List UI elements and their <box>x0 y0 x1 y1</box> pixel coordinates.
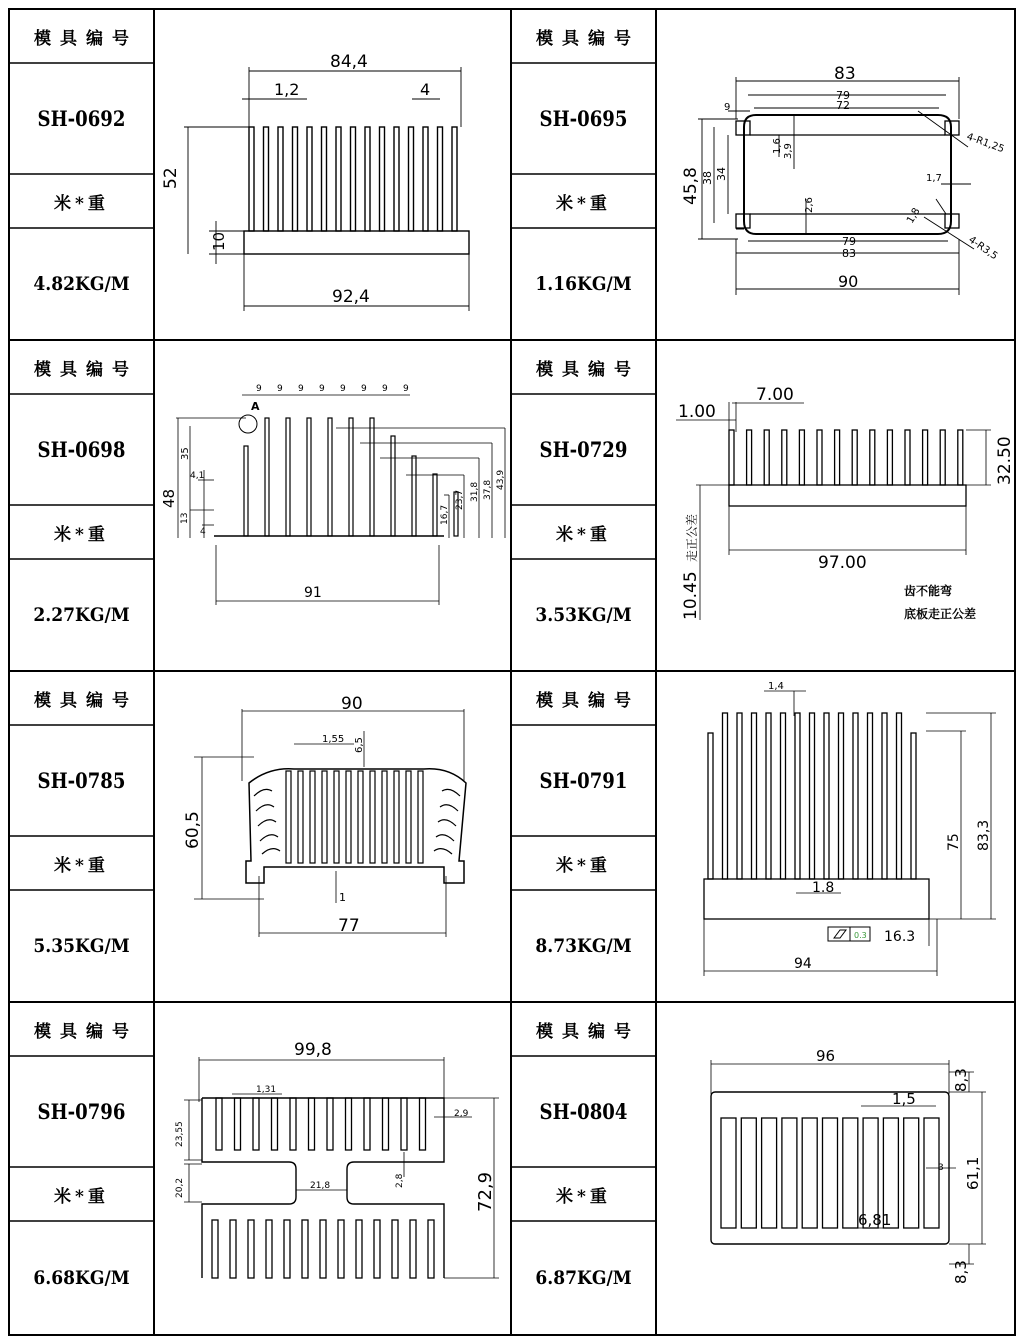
fin <box>302 1220 308 1278</box>
fin <box>729 430 734 485</box>
dim-fin-1-55: 1,55 <box>322 734 345 745</box>
fin <box>310 771 315 863</box>
dim-radius-1-25: 4-R1,25 <box>964 131 1006 156</box>
mold-code: SH-0791 <box>539 768 628 793</box>
dim-1-8: 1.8 <box>812 880 835 896</box>
dim-1: 1 <box>339 891 346 904</box>
fin <box>346 1098 352 1150</box>
fin <box>334 771 339 863</box>
weight-header: 米*重 <box>556 524 611 545</box>
dim-pitch: 9 <box>340 384 346 394</box>
fin <box>940 430 945 485</box>
fin <box>401 1098 407 1150</box>
fin <box>290 1098 296 1150</box>
dim-height-8-3-bottom: 8,3 <box>952 1260 970 1284</box>
fin <box>286 418 290 536</box>
mold-number-header: 模具编号 <box>536 1021 640 1042</box>
fin <box>406 771 411 863</box>
fin <box>897 713 902 879</box>
fin <box>423 127 428 231</box>
fin <box>309 1098 315 1150</box>
mold-code: SH-0698 <box>37 437 126 462</box>
fin <box>293 127 298 231</box>
fin <box>410 1220 416 1278</box>
mold-code: SH-0695 <box>539 106 628 131</box>
fin <box>322 127 327 231</box>
dim-width-6-81: 6,81 <box>858 1211 892 1229</box>
profile-drawing-sh0791 <box>656 671 1015 1002</box>
profile-drawing-sh0692 <box>154 9 511 340</box>
fin <box>392 1220 398 1278</box>
dim-4: 4 <box>200 527 206 537</box>
weight-header: 米*重 <box>556 1186 611 1207</box>
dim-1-7: 1,7 <box>926 173 942 184</box>
fin <box>216 1098 222 1150</box>
dim-height-23-7: 23,7 <box>455 489 465 510</box>
weight-value: 3.53KG/M <box>535 604 632 626</box>
mold-code: SH-0729 <box>539 437 628 462</box>
weight-header: 米*重 <box>556 193 611 214</box>
profile-drawing-sh0804 <box>656 1002 1015 1335</box>
fin <box>212 1220 218 1278</box>
fin <box>882 713 887 879</box>
fin <box>380 127 385 231</box>
fin <box>394 771 399 863</box>
slot <box>782 1118 797 1228</box>
fin <box>264 127 269 231</box>
weight-value: 1.16KG/M <box>535 273 632 295</box>
profile-drawing-sh0785 <box>154 671 511 1002</box>
mold-code: SH-0692 <box>37 106 126 131</box>
fin <box>433 474 437 536</box>
dim-3: 3 <box>938 1163 944 1173</box>
fin <box>349 418 353 536</box>
dim-height-61-1: 61,1 <box>964 1156 982 1190</box>
fin <box>394 127 399 231</box>
dim-height-72-9: 72,9 <box>475 1171 496 1212</box>
fin <box>737 713 742 879</box>
fin <box>370 771 375 863</box>
dim-pitch: 9 <box>403 384 409 394</box>
dim-2-9: 2,9 <box>454 1109 469 1119</box>
fin <box>764 430 769 485</box>
dim-1-8: 1,8 <box>905 206 923 226</box>
dim-width-77: 77 <box>338 916 360 936</box>
dim-width: 97.00 <box>818 553 867 573</box>
fin <box>799 430 804 485</box>
dim-pitch: 9 <box>319 384 325 394</box>
fin <box>923 430 928 485</box>
profile-drawing-sh0698 <box>154 340 511 671</box>
dim-height-34: 34 <box>715 167 728 181</box>
fin <box>708 733 713 879</box>
dim-height-31-8: 31,8 <box>470 481 480 502</box>
dim-4-1: 4,1 <box>190 471 205 481</box>
slot <box>843 1118 858 1228</box>
weight-header: 米*重 <box>54 524 109 545</box>
fin <box>346 771 351 863</box>
dim-height-38: 38 <box>701 171 714 185</box>
fin <box>244 446 248 536</box>
dim-width-90: 90 <box>341 694 363 714</box>
dim-height-35: 35 <box>180 447 191 460</box>
dim-height-16-7: 16,7 <box>440 504 450 525</box>
fin <box>418 771 423 863</box>
dim-width-79: 79 <box>836 89 850 102</box>
dim-width-16-3: 16.3 <box>884 929 916 945</box>
fin <box>747 430 752 485</box>
weight-header: 米*重 <box>54 855 109 876</box>
dim-fin-1-31: 1,31 <box>256 1085 277 1095</box>
dim-height: 52 <box>161 167 181 189</box>
fin <box>356 1220 362 1278</box>
dim-width-72: 72 <box>836 99 850 112</box>
dim-width-91: 91 <box>304 585 322 601</box>
weight-value: 4.82KG/M <box>33 273 130 295</box>
dim-height-48: 48 <box>160 488 178 508</box>
fin <box>428 1220 434 1278</box>
dim-total-height: 45,8 <box>681 167 701 205</box>
fin <box>230 1220 236 1278</box>
note-base-positive-tolerance: 底板走正公差 <box>904 607 977 621</box>
fin <box>322 771 327 863</box>
fin <box>351 127 356 231</box>
slot <box>762 1118 777 1228</box>
fin <box>817 430 822 485</box>
mold-number-header: 模具编号 <box>34 1021 138 1042</box>
dim-6-5: 6,5 <box>354 737 365 753</box>
dim-width-79-bottom: 79 <box>842 235 856 248</box>
fin <box>887 430 892 485</box>
dim-base-note: 走正公差 <box>685 513 699 562</box>
fin <box>868 713 873 879</box>
weight-header: 米*重 <box>54 193 109 214</box>
mold-number-header: 模具编号 <box>34 28 138 49</box>
fin <box>766 713 771 879</box>
fin <box>272 1098 278 1150</box>
weight-value: 2.27KG/M <box>33 604 130 626</box>
fin <box>958 430 963 485</box>
dim-width: 92,4 <box>332 287 370 307</box>
dim-height-83-3: 83,3 <box>976 819 992 851</box>
fin <box>795 713 800 879</box>
weight-header: 米*重 <box>556 855 611 876</box>
fin <box>338 1220 344 1278</box>
fin <box>307 127 312 231</box>
dim-fin-1-5: 1,5 <box>892 1090 916 1108</box>
fin <box>235 1098 241 1150</box>
flatness-value: 0.3 <box>854 931 867 940</box>
fin <box>248 1220 254 1278</box>
dim-height-8-3-top: 8,3 <box>952 1068 970 1092</box>
dim-height-37-8: 37,8 <box>483 479 493 500</box>
fin <box>835 430 840 485</box>
fin <box>412 456 416 536</box>
dim-height-20-2: 20,2 <box>175 1177 185 1198</box>
fin <box>438 127 443 231</box>
dim-2-8: 2,8 <box>395 1173 405 1188</box>
mold-number-header: 模具编号 <box>536 690 640 711</box>
fin <box>278 127 283 231</box>
dim-height-60-5: 60,5 <box>183 811 203 849</box>
dim-fin-pitch: 7.00 <box>756 385 794 405</box>
fin <box>409 127 414 231</box>
dim-fin-1-4: 1,4 <box>768 681 784 692</box>
weight-value: 5.35KG/M <box>33 935 130 957</box>
dim-width-94: 94 <box>794 956 812 972</box>
fin <box>307 418 311 536</box>
dim-width-83-bottom: 83 <box>842 247 856 260</box>
fin <box>781 713 786 879</box>
fin <box>383 1098 389 1150</box>
fin <box>452 127 457 231</box>
slot <box>924 1118 939 1228</box>
mold-code: SH-0796 <box>37 1099 126 1124</box>
fin <box>364 1098 370 1150</box>
dim-height-43-9: 43,9 <box>496 469 506 490</box>
fin <box>336 127 341 231</box>
fin <box>870 430 875 485</box>
fin <box>265 418 269 536</box>
fin <box>853 713 858 879</box>
dim-width-21-8: 21,8 <box>310 1181 331 1191</box>
profile-drawing-sh0796 <box>154 1002 511 1335</box>
weight-value: 8.73KG/M <box>535 935 632 957</box>
dim-width-top: 84,4 <box>330 52 368 72</box>
fin <box>358 771 363 863</box>
dim-pitch: 9 <box>361 384 367 394</box>
slot <box>802 1118 817 1228</box>
dim-height-75: 75 <box>946 833 962 851</box>
fin <box>249 127 254 231</box>
dim-13: 13 <box>180 512 190 524</box>
mold-number-header: 模具编号 <box>34 359 138 380</box>
dim-height-23-55: 23,55 <box>175 1121 185 1147</box>
fin <box>370 418 374 536</box>
mold-number-header: 模具编号 <box>536 28 640 49</box>
dim-fin-thickness: 1,2 <box>274 80 300 99</box>
dim-width-99-8: 99,8 <box>294 1040 332 1060</box>
note-fins-no-bend: 齿不能弯 <box>904 584 953 598</box>
dim-2-6: 2,6 <box>804 197 815 213</box>
fin <box>752 713 757 879</box>
dim-9: 9 <box>724 102 731 113</box>
fin <box>911 733 916 879</box>
fin <box>374 1220 380 1278</box>
mold-number-header: 模具编号 <box>34 690 138 711</box>
mold-code: SH-0804 <box>539 1099 628 1124</box>
weight-header: 米*重 <box>54 1186 109 1207</box>
fin <box>253 1098 259 1150</box>
dim-base: 10.45 <box>681 571 701 620</box>
dim-outer-width: 83 <box>834 64 856 84</box>
fin <box>420 1098 426 1150</box>
weight-value: 6.68KG/M <box>33 1267 130 1289</box>
fin <box>298 771 303 863</box>
fin <box>266 1220 272 1278</box>
fin <box>327 1098 333 1150</box>
dim-pitch: 9 <box>277 384 283 394</box>
dim-width-90: 90 <box>838 272 859 291</box>
dim-width-96: 96 <box>816 1047 836 1065</box>
fin <box>391 436 395 536</box>
fin <box>328 418 332 536</box>
fin <box>723 713 728 879</box>
mold-number-header: 模具编号 <box>536 359 640 380</box>
dim-fin-gap: 4 <box>420 80 431 99</box>
dim-pitch: 9 <box>298 384 304 394</box>
dim-radius-3-5: 4-R3,5 <box>966 234 1000 263</box>
slot <box>721 1118 736 1228</box>
detail-mark-a: A <box>251 400 260 413</box>
fin <box>286 771 291 863</box>
slot <box>904 1118 919 1228</box>
fin <box>905 430 910 485</box>
fin <box>810 713 815 879</box>
fin <box>852 430 857 485</box>
dim-base: 10 <box>210 231 228 251</box>
profile-drawing-sh0695 <box>656 9 1015 340</box>
dim-1-6: 1,6 <box>772 138 783 154</box>
fin <box>320 1220 326 1278</box>
fin <box>782 430 787 485</box>
dim-pitch: 9 <box>382 384 388 394</box>
slot <box>741 1118 756 1228</box>
fin <box>824 713 829 879</box>
slot <box>823 1118 838 1228</box>
fin <box>382 771 387 863</box>
dim-height: 32.50 <box>995 436 1015 485</box>
weight-value: 6.87KG/M <box>535 1267 632 1289</box>
dim-pitch: 9 <box>256 384 262 394</box>
fin <box>284 1220 290 1278</box>
fin <box>839 713 844 879</box>
dim-3-9: 3,9 <box>783 143 794 159</box>
mold-code: SH-0785 <box>37 768 126 793</box>
fin <box>365 127 370 231</box>
dim-fin-thickness: 1.00 <box>678 402 716 422</box>
